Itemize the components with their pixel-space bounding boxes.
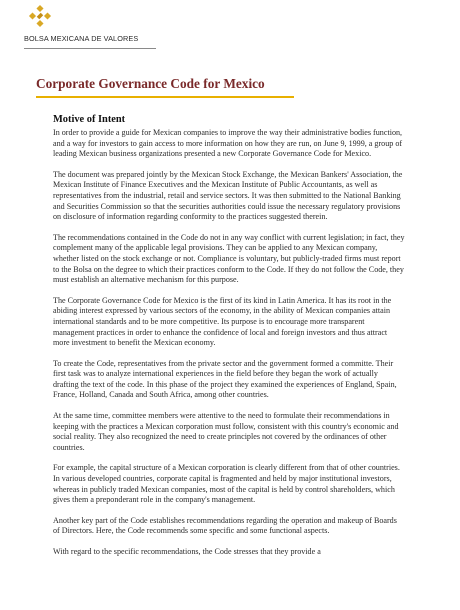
document-title: Corporate Governance Code for Mexico (36, 76, 265, 91)
section-title: Motive of Intent (53, 114, 126, 125)
paragraph: The document was prepared jointly by the Mexican Stock Exchange, the Mexican Bankers' Association, the Mexican Institute of Finance Executives and the Mexican Institute of Public Accountants, as well as representatives from the industrial, retail and service sectors. It was then submitted to the National Banking and Securities Commission so that the securities authorities could issue the necessary regulatory provisions on disclosure of information regarding conformity to the practices suggested therein. (53, 169, 403, 222)
paragraph: To create the Code, representatives from the private sector and the government formed a committe. Their first task was to analyze international experiences in the field before they began the work of actually drafting the text of the code. In this phase of the project they examined the experiences of England, Spain, France, Holland, Canada and South Africa, among other countries. (53, 358, 397, 400)
bmv-logo (24, 0, 56, 32)
paragraph: With regard to the specific recommendations, the Code stresses that they provide a (53, 547, 321, 556)
header-divider (24, 48, 156, 49)
paragraph: The Corporate Governance Code for Mexico is the first of its kind in Latin America. It has its root in the abiding interest expressed by various sectors of the economy, in the ability of Mexican companies attain international standards and to be more competitive. Its purpose is to encourage more transparent management practices in order to enhance the confidence of local and foreign investors and thus attract more investment to benefit the Mexican economy. (53, 295, 392, 348)
paragraph: In order to provide a guide for Mexican companies to improve the way their administrative bodies function, and a way for investors to gain access to more information on how they are run, on June 9, 1999, a group of leading Mexican business organizations presented a new Corporate Governance Code for Mexico. (53, 128, 403, 159)
paragraph: Another key part of the Code establishes recommendations regarding the operation and makeup of Boards of Directors. Here, the Code recommends some specific and some functional aspects. (53, 515, 397, 536)
paragraph: For example, the capital structure of a Mexican corporation is clearly different from that of other countries. In various developed countries, corporate capital is fragmented and held by major institutional investors, whereas in publicly traded Mexican companies, most of the capital is held by control shareholders, which gives them a preponderant role in the company's management. (53, 463, 400, 505)
document-body (53, 128, 405, 568)
bmv-emblem-icon (24, 0, 56, 32)
brand-name: BOLSA MEXICANA DE VALORES (24, 34, 139, 43)
paragraph: At the same time, committee members were attentive to the need to formulate their recommendations in keeping with the practices a Mexican corporation must follow, consistent with this country's economic and social reality. They also recognized the need to create principles not covered by the ordinances of other countries. (53, 411, 399, 452)
paragraph: The recommendations contained in the Code do not in any way conflict with current legislation; in fact, they complement many of the applicable legal provisions. They can be applied to any Mexican company, whether listed on the stock exchange or not. Compliance is voluntary, but publicly-traded firms must report to the Bolsa on the degree to which their practices conform to the Code. If they do not follow the Code, they must establish an alternative mechanism for this purpose. (53, 232, 405, 285)
title-underline (36, 96, 294, 98)
